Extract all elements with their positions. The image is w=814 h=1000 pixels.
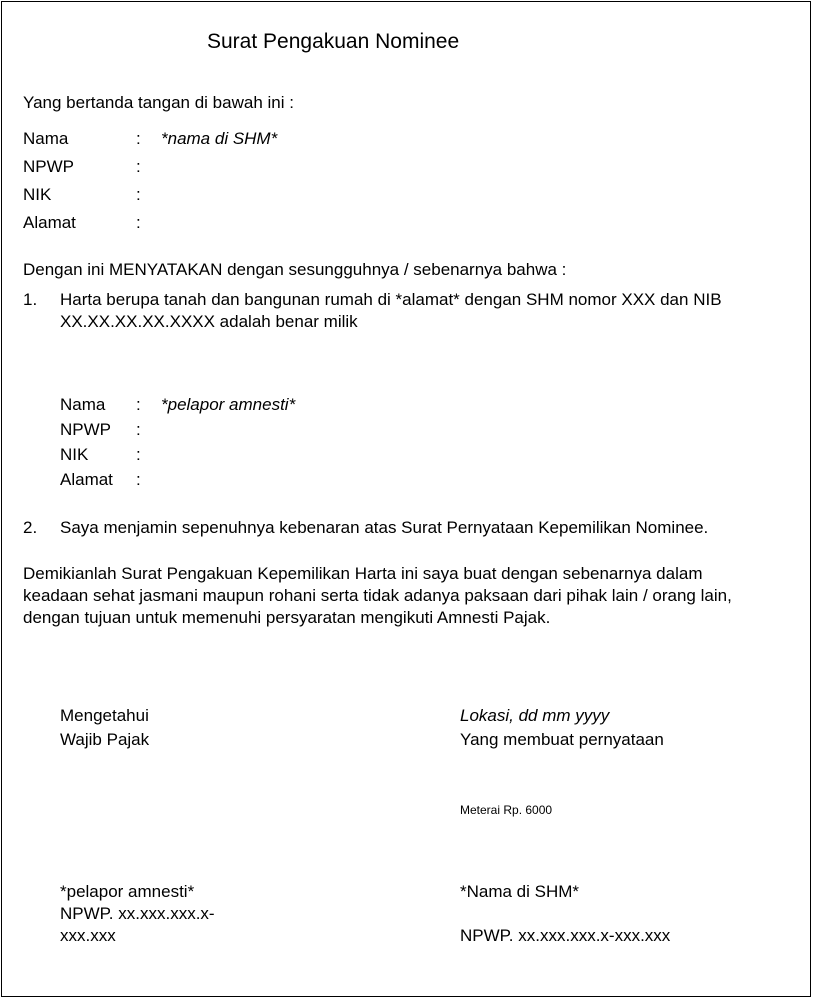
reporter-nama-value: *pelapor amnesti* <box>161 395 296 414</box>
signature-left-line2: Wajib Pajak <box>60 730 150 749</box>
document-title: Surat Pengakuan Nominee <box>207 30 460 53</box>
reporter-alamat-label: Alamat <box>60 470 113 489</box>
owner-nama-label: Nama <box>23 129 69 148</box>
owner-nik-label: NIK <box>23 185 52 204</box>
document-page <box>1 1 811 997</box>
owner-alamat-label: Alamat <box>23 213 76 232</box>
signature-right-name: *Nama di SHM* <box>460 882 580 901</box>
owner-nama-value: *nama di SHM* <box>161 129 278 148</box>
reporter-npwp-label: NPWP <box>60 420 111 439</box>
signature-left-npwp-line2: xxx.xxx <box>60 926 116 945</box>
item1-line1: Harta berupa tanah dan bangunan rumah di *alamat* dengan SHM nomor XXX dan NIB <box>60 290 722 309</box>
signature-left-line1: Mengetahui <box>60 706 149 725</box>
reporter-nik-label: NIK <box>60 445 89 464</box>
signature-right-line2: Yang membuat pernyataan <box>460 730 664 749</box>
item1-line2: XX.XX.XX.XX.XXXX adalah benar milik <box>60 312 358 331</box>
item2-text: Saya menjamin sepenuhnya kebenaran atas Surat Pernyataan Kepemilikan Nominee. <box>60 518 709 537</box>
signature-left-name: *pelapor amnesti* <box>60 882 195 901</box>
intro-text: Yang bertanda tangan di bawah ini : <box>23 93 294 112</box>
reporter-alamat-colon: : <box>136 470 141 489</box>
closing-line1: Demikianlah Surat Pengakuan Kepemilikan Harta ini saya buat dengan sebenarnya dalam <box>23 564 703 583</box>
reporter-nik-colon: : <box>136 445 141 464</box>
signature-left-npwp-line1: NPWP. xx.xxx.xxx.x- <box>60 904 215 923</box>
statement-text: Dengan ini MENYATAKAN dengan sesungguhnya / sebenarnya bahwa : <box>23 260 567 279</box>
closing-line2: keadaan sehat jasmani maupun rohani serta tidak adanya paksaan dari pihak lain / orang lain, <box>23 586 732 605</box>
meterai-stamp-text: Meterai Rp. 6000 <box>460 803 553 817</box>
owner-alamat-colon: : <box>136 213 141 232</box>
reporter-npwp-colon: : <box>136 420 141 439</box>
owner-npwp-colon: : <box>136 157 141 176</box>
signature-right-npwp: NPWP. xx.xxx.xxx.x-xxx.xxx <box>460 926 671 945</box>
reporter-nama-label: Nama <box>60 395 106 414</box>
owner-nik-colon: : <box>136 185 141 204</box>
signature-location-date: Lokasi, dd mm yyyy <box>460 706 610 725</box>
owner-nama-colon: : <box>136 129 141 148</box>
reporter-nama-colon: : <box>136 395 141 414</box>
owner-npwp-label: NPWP <box>23 157 74 176</box>
item2-number: 2. <box>23 518 38 537</box>
closing-line3: dengan tujuan untuk memenuhi persyaratan mengikuti Amnesti Pajak. <box>23 608 551 627</box>
item1-number: 1. <box>23 290 38 309</box>
